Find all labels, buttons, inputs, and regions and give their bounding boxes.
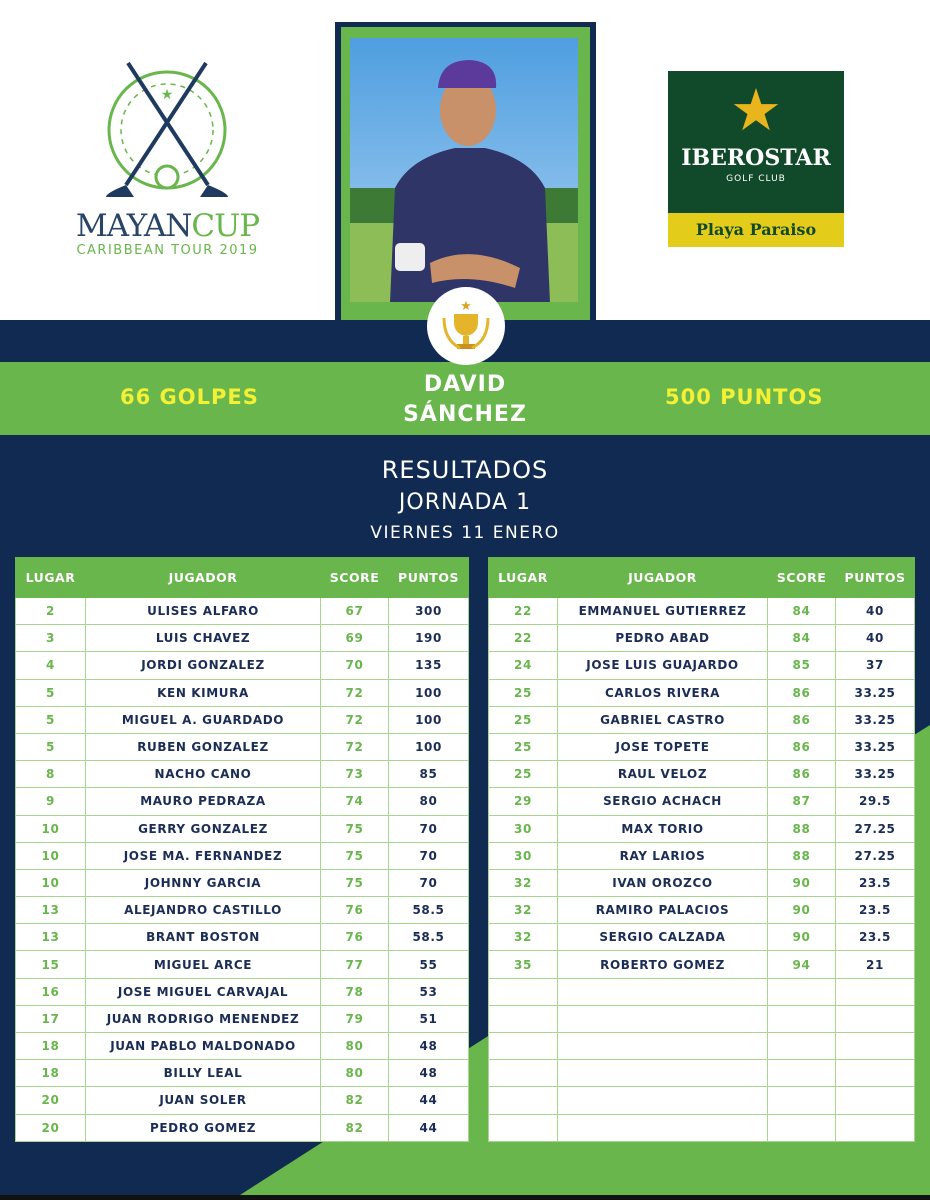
jugador-cell [558, 978, 768, 1005]
puntos-cell: 58.5 [389, 897, 469, 924]
lugar-cell: 20 [16, 1087, 86, 1114]
puntos-cell: 37 [836, 652, 915, 679]
logo-brand: IBEROSTAR [681, 145, 831, 171]
table-row [489, 815, 915, 842]
puntos-cell [836, 1114, 915, 1141]
svg-text:★: ★ [460, 299, 472, 314]
puntos-cell: 40 [836, 598, 915, 625]
jugador-cell: JUAN SOLER [86, 1087, 321, 1114]
score-cell: 75 [321, 815, 389, 842]
winner-first-name: DAVID [423, 372, 507, 397]
puntos-cell: 48 [389, 1033, 469, 1060]
column-header-puntos: PUNTOS [389, 558, 469, 598]
round-title: JORNADA 1 [398, 490, 532, 515]
puntos-cell: 33.25 [836, 733, 915, 760]
logo-cup: CUP [191, 208, 260, 244]
column-header-lugar: LUGAR [489, 558, 558, 598]
table-header [489, 558, 915, 598]
jugador-cell: ALEJANDRO CASTILLO [86, 897, 321, 924]
puntos-cell [836, 1005, 915, 1032]
puntos-cell: 58.5 [389, 924, 469, 951]
score-cell [768, 1087, 836, 1114]
table-row [489, 1060, 915, 1087]
lugar-cell: 17 [16, 1005, 86, 1032]
iberostar-logo [668, 71, 844, 247]
puntos-cell [836, 1033, 915, 1060]
lugar-cell: 10 [16, 842, 86, 869]
table-row [489, 788, 915, 815]
score-cell: 86 [768, 706, 836, 733]
score-cell [768, 1114, 836, 1141]
table-row [16, 951, 469, 978]
lugar-cell: 25 [489, 733, 558, 760]
score-cell: 88 [768, 842, 836, 869]
table-row [16, 869, 469, 896]
results-table-left [15, 557, 469, 1142]
score-cell: 80 [321, 1060, 389, 1087]
puntos-cell: 80 [389, 788, 469, 815]
jugador-cell: EMMANUEL GUTIERREZ [558, 598, 768, 625]
puntos-cell [836, 1060, 915, 1087]
puntos-cell: 23.5 [836, 897, 915, 924]
jugador-cell: MAURO PEDRAZA [86, 788, 321, 815]
table-row [489, 706, 915, 733]
table-row [489, 842, 915, 869]
jugador-cell [558, 1060, 768, 1087]
table-row [489, 652, 915, 679]
puntos-cell: 300 [389, 598, 469, 625]
jugador-cell: JOSE MA. FERNANDEZ [86, 842, 321, 869]
lugar-cell: 25 [489, 679, 558, 706]
results-table-right [488, 557, 915, 1142]
puntos-cell: 40 [836, 625, 915, 652]
score-cell: 78 [321, 978, 389, 1005]
table-row [16, 679, 469, 706]
table-row [489, 924, 915, 951]
lugar-cell: 16 [16, 978, 86, 1005]
winner-last-name: SÁNCHEZ [403, 402, 527, 427]
jugador-cell: JUAN PABLO MALDONADO [86, 1033, 321, 1060]
score-cell: 86 [768, 679, 836, 706]
score-cell: 72 [321, 733, 389, 760]
lugar-cell [489, 1060, 558, 1087]
round-date: VIERNES 11 ENERO [370, 523, 560, 543]
lugar-cell [489, 1087, 558, 1114]
jugador-cell: JOHNNY GARCIA [86, 869, 321, 896]
lugar-cell: 22 [489, 598, 558, 625]
puntos-cell: 21 [836, 951, 915, 978]
jugador-cell: MIGUEL A. GUARDADO [86, 706, 321, 733]
jugador-cell [558, 1033, 768, 1060]
table-row [16, 733, 469, 760]
jugador-cell: GERRY GONZALEZ [86, 815, 321, 842]
score-cell: 69 [321, 625, 389, 652]
table-row [489, 897, 915, 924]
lugar-cell: 13 [16, 897, 86, 924]
score-cell: 72 [321, 679, 389, 706]
column-header-lugar: LUGAR [16, 558, 86, 598]
table-row [16, 842, 469, 869]
jugador-cell: KEN KIMURA [86, 679, 321, 706]
score-cell: 90 [768, 924, 836, 951]
table-row [16, 1005, 469, 1032]
jugador-cell: IVAN OROZCO [558, 869, 768, 896]
jugador-cell: MIGUEL ARCE [86, 951, 321, 978]
puntos-cell: 27.25 [836, 842, 915, 869]
table-row [489, 625, 915, 652]
table-row [489, 869, 915, 896]
puntos-cell: 44 [389, 1114, 469, 1141]
column-header-score: SCORE [768, 558, 836, 598]
lugar-cell [489, 1005, 558, 1032]
column-header-jugador: JUGADOR [558, 558, 768, 598]
lugar-cell: 3 [16, 625, 86, 652]
table-row [489, 598, 915, 625]
score-cell: 76 [321, 897, 389, 924]
mayan-cup-logo [60, 55, 275, 258]
puntos-cell: 29.5 [836, 788, 915, 815]
score-cell: 90 [768, 897, 836, 924]
logo-subtitle: CARIBBEAN TOUR 2019 [76, 243, 259, 258]
jugador-cell: JOSE TOPETE [558, 733, 768, 760]
jugador-cell: PEDRO ABAD [558, 625, 768, 652]
score-cell: 72 [321, 706, 389, 733]
score-cell: 82 [321, 1114, 389, 1141]
score-cell: 67 [321, 598, 389, 625]
jugador-cell: CARLOS RIVERA [558, 679, 768, 706]
table-row [16, 652, 469, 679]
jugador-cell: RAUL VELOZ [558, 761, 768, 788]
crossed-clubs-icon [60, 55, 275, 205]
puntos-cell: 70 [389, 815, 469, 842]
table-row [16, 1114, 469, 1141]
star-icon: ★ [730, 76, 782, 144]
lugar-cell: 22 [489, 625, 558, 652]
score-cell [768, 978, 836, 1005]
lugar-cell: 10 [16, 869, 86, 896]
jugador-cell [558, 1087, 768, 1114]
puntos-cell: 51 [389, 1005, 469, 1032]
score-cell: 74 [321, 788, 389, 815]
score-cell [768, 1033, 836, 1060]
winner-photo-frame [335, 22, 596, 320]
jugador-cell [558, 1114, 768, 1141]
jugador-cell: RAMIRO PALACIOS [558, 897, 768, 924]
score-cell: 75 [321, 842, 389, 869]
jugador-cell: JORDI GONZALEZ [86, 652, 321, 679]
lugar-cell [489, 978, 558, 1005]
puntos-cell: 70 [389, 869, 469, 896]
table-row [16, 1033, 469, 1060]
winner-strokes: 66 GOLPES [120, 385, 259, 409]
puntos-cell: 23.5 [836, 869, 915, 896]
jugador-cell: GABRIEL CASTRO [558, 706, 768, 733]
table-row [16, 788, 469, 815]
column-header-jugador: JUGADOR [86, 558, 321, 598]
score-cell: 75 [321, 869, 389, 896]
puntos-cell: 55 [389, 951, 469, 978]
lugar-cell: 25 [489, 761, 558, 788]
puntos-cell [836, 1087, 915, 1114]
jugador-cell: JOSE LUIS GUAJARDO [558, 652, 768, 679]
score-cell: 90 [768, 869, 836, 896]
column-header-score: SCORE [321, 558, 389, 598]
score-cell [768, 1005, 836, 1032]
table-row [489, 1033, 915, 1060]
jugador-cell: LUIS CHAVEZ [86, 625, 321, 652]
table-row [489, 679, 915, 706]
table-row [16, 598, 469, 625]
puntos-cell: 33.25 [836, 679, 915, 706]
lugar-cell: 18 [16, 1060, 86, 1087]
lugar-cell: 13 [16, 924, 86, 951]
jugador-cell: NACHO CANO [86, 761, 321, 788]
jugador-cell: RAY LARIOS [558, 842, 768, 869]
bottom-strip [0, 1195, 930, 1200]
lugar-cell: 24 [489, 652, 558, 679]
jugador-cell: PEDRO GOMEZ [86, 1114, 321, 1141]
lugar-cell: 30 [489, 815, 558, 842]
lugar-cell: 5 [16, 706, 86, 733]
trophy-badge [427, 287, 505, 365]
score-cell: 79 [321, 1005, 389, 1032]
puntos-cell: 53 [389, 978, 469, 1005]
puntos-cell: 70 [389, 842, 469, 869]
table-row [16, 761, 469, 788]
puntos-cell: 48 [389, 1060, 469, 1087]
score-cell: 86 [768, 761, 836, 788]
logo-location: Playa Paraiso [668, 213, 844, 247]
puntos-cell: 85 [389, 761, 469, 788]
logo-mayan: MAYAN [75, 208, 192, 244]
lugar-cell [489, 1114, 558, 1141]
table-row [489, 978, 915, 1005]
score-cell: 86 [768, 733, 836, 760]
winner-points: 500 PUNTOS [665, 385, 824, 409]
score-cell: 80 [321, 1033, 389, 1060]
lugar-cell: 10 [16, 815, 86, 842]
puntos-cell: 33.25 [836, 761, 915, 788]
puntos-cell: 190 [389, 625, 469, 652]
table-row [489, 951, 915, 978]
jugador-cell: ROBERTO GOMEZ [558, 951, 768, 978]
jugador-cell: MAX TORIO [558, 815, 768, 842]
score-cell: 84 [768, 598, 836, 625]
score-cell: 70 [321, 652, 389, 679]
puntos-cell: 100 [389, 706, 469, 733]
lugar-cell: 20 [16, 1114, 86, 1141]
winner-name [340, 370, 590, 430]
lugar-cell: 35 [489, 951, 558, 978]
jugador-cell: JOSE MIGUEL CARVAJAL [86, 978, 321, 1005]
puntos-cell: 27.25 [836, 815, 915, 842]
puntos-cell: 33.25 [836, 706, 915, 733]
score-cell: 88 [768, 815, 836, 842]
trophy-icon [436, 296, 496, 356]
table-row [16, 1087, 469, 1114]
puntos-cell: 44 [389, 1087, 469, 1114]
logo-sub: GOLF CLUB [726, 174, 786, 184]
lugar-cell: 32 [489, 869, 558, 896]
table-row [16, 924, 469, 951]
table-row [16, 1060, 469, 1087]
score-cell: 94 [768, 951, 836, 978]
jugador-cell: JUAN RODRIGO MENENDEZ [86, 1005, 321, 1032]
jugador-cell: BILLY LEAL [86, 1060, 321, 1087]
table-row [489, 1114, 915, 1141]
lugar-cell: 15 [16, 951, 86, 978]
puntos-cell: 23.5 [836, 924, 915, 951]
table-row [489, 733, 915, 760]
score-cell: 82 [321, 1087, 389, 1114]
jugador-cell [558, 1005, 768, 1032]
jugador-cell: RUBEN GONZALEZ [86, 733, 321, 760]
lugar-cell: 25 [489, 706, 558, 733]
jugador-cell: BRANT BOSTON [86, 924, 321, 951]
score-cell: 87 [768, 788, 836, 815]
puntos-cell: 135 [389, 652, 469, 679]
jugador-cell: ULISES ALFARO [86, 598, 321, 625]
lugar-cell: 30 [489, 842, 558, 869]
svg-text:★: ★ [160, 87, 174, 103]
jugador-cell: SERGIO ACHACH [558, 788, 768, 815]
puntos-cell [836, 978, 915, 1005]
lugar-cell: 32 [489, 897, 558, 924]
table-row [16, 978, 469, 1005]
results-title: RESULTADOS [381, 456, 549, 484]
lugar-cell: 9 [16, 788, 86, 815]
table-header [16, 558, 469, 598]
table-row [16, 897, 469, 924]
lugar-cell: 5 [16, 679, 86, 706]
score-cell: 84 [768, 625, 836, 652]
table-row [16, 706, 469, 733]
puntos-cell: 100 [389, 733, 469, 760]
lugar-cell: 32 [489, 924, 558, 951]
lugar-cell [489, 1033, 558, 1060]
lugar-cell: 29 [489, 788, 558, 815]
jugador-cell: SERGIO CALZADA [558, 924, 768, 951]
lugar-cell: 18 [16, 1033, 86, 1060]
lugar-cell: 2 [16, 598, 86, 625]
column-header-puntos: PUNTOS [836, 558, 915, 598]
score-cell: 76 [321, 924, 389, 951]
lugar-cell: 5 [16, 733, 86, 760]
table-row [16, 815, 469, 842]
winner-photo [350, 38, 578, 302]
score-cell: 73 [321, 761, 389, 788]
score-cell: 85 [768, 652, 836, 679]
puntos-cell: 100 [389, 679, 469, 706]
lugar-cell: 4 [16, 652, 86, 679]
table-row [489, 1087, 915, 1114]
score-cell [768, 1060, 836, 1087]
table-row [489, 1005, 915, 1032]
score-cell: 77 [321, 951, 389, 978]
table-row [489, 761, 915, 788]
lugar-cell: 8 [16, 761, 86, 788]
table-row [16, 625, 469, 652]
